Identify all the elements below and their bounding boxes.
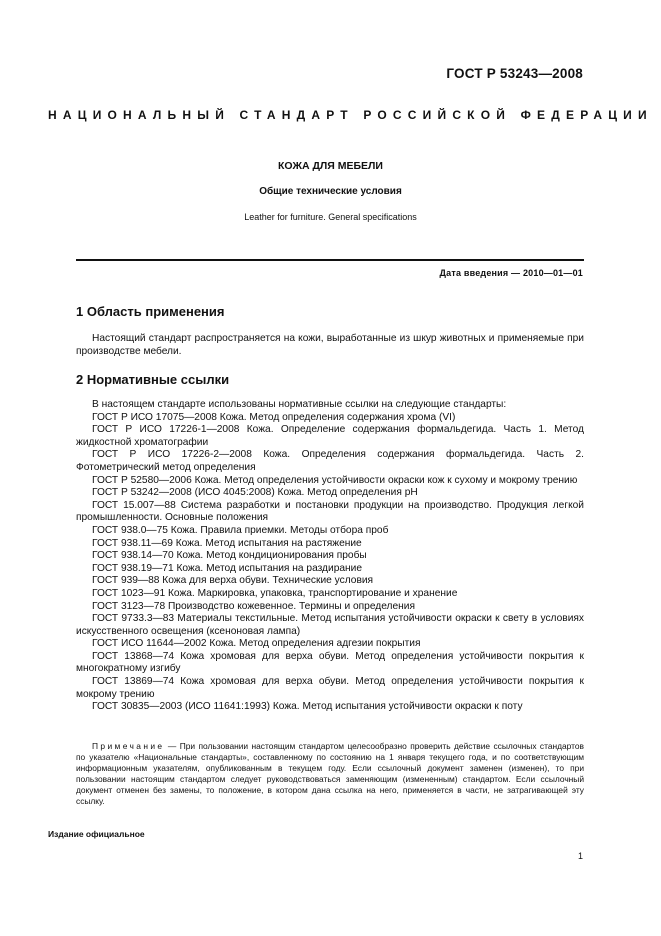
note-label: Примечание	[92, 741, 165, 751]
official-edition-label: Издание официальное	[48, 829, 145, 839]
reference-item: ГОСТ 938.11—69 Кожа. Метод испытания на растяжение	[92, 537, 362, 549]
reference-item: ГОСТ Р ИСО 17226-1—2008 Кожа. Определение содержания формальдегида. Часть 1. Метод жидкостной хроматографии	[76, 424, 584, 448]
reference-item: ГОСТ Р 53242—2008 (ИСО 4045:2008) Кожа. Метод определения pH	[92, 487, 418, 499]
reference-item: ГОСТ 30835—2003 (ИСО 11641:1993) Кожа. Метод испытания устойчивости окраски к поту	[92, 701, 523, 713]
reference-note	[76, 741, 584, 808]
reference-item: ГОСТ Р ИСО 17075—2008 Кожа. Метод определения содержания хрома (VI)	[92, 411, 456, 423]
reference-item: ГОСТ 1023—91 Кожа. Маркировка, упаковка, транспортирование и хранение	[92, 587, 458, 599]
reference-item: ГОСТ ИСО 11644—2002 Кожа. Метод определения адгезии покрытия	[92, 638, 421, 650]
national-standard-banner: НАЦИОНАЛЬНЫЙ СТАНДАРТ РОССИЙСКОЙ ФЕДЕРАЦИИ	[48, 108, 653, 122]
document-title: КОЖА ДЛЯ МЕБЕЛИ	[278, 160, 383, 172]
section-2-heading: 2 Нормативные ссылки	[76, 372, 230, 387]
reference-item: ГОСТ 9733.3—83 Материалы текстильные. Метод испытания устойчивости окраски к свету в условиях искусственного освещения (ксеноновая лампа)	[76, 613, 584, 637]
page-number: 1	[578, 851, 584, 861]
reference-item: ГОСТ 13868—74 Кожа хромовая для верха обуви. Метод определения устойчивости покрытия к многократному изгибу	[76, 650, 584, 675]
introduction-date: Дата введения — 2010—01—01	[439, 268, 583, 278]
section-1-heading: 1 Область применения	[76, 304, 225, 319]
reference-item: ГОСТ 939—88 Кожа для верха обуви. Технические условия	[92, 575, 374, 587]
section-1-text: Настоящий стандарт распространяется на кожи, выработанные из шкур животных и применяемые при производстве мебели.	[76, 333, 584, 357]
document-number: ГОСТ Р 53243—2008	[446, 66, 583, 81]
english-title: Leather for furniture. General specifications	[244, 212, 417, 222]
note-text: — При пользовании настоящим стандартом целесообразно проверить действие ссылочных стандартов по указателю «Национальные стандарты», составленному по состоянию на 1 января текущего года, и по соответствующим информационным указателям, опубликованным в текущем году. Если ссылочный документ заменен (изменен), то при пользовании настоящим стандартом следует руководствоваться заменяющим (измененным) стандартом. Если ссылочный документ отменен без замены, то положение, в котором дана ссылка на него, применяется в части, не затрагивающей эту ссылку.	[76, 741, 585, 807]
document-subtitle: Общие технические условия	[259, 186, 402, 197]
reference-item: ГОСТ Р 52580—2006 Кожа. Метод определения устойчивости окраски кож к сухому и мокрому трению	[92, 474, 578, 486]
reference-item: ГОСТ 15.007—88 Система разработки и постановки продукции на производство. Продукция легкой промышленности. Основные положения	[76, 499, 584, 524]
reference-item: ГОСТ 938.14—70 Кожа. Метод кондиционирования пробы	[92, 550, 367, 562]
references-intro: В настоящем стандарте использованы нормативные ссылки на следующие стандарты:	[92, 399, 507, 410]
reference-item: ГОСТ 13869—74 Кожа хромовая для верха обуви. Метод определения устойчивости покрытия к мокрому трению	[76, 676, 584, 700]
reference-item: ГОСТ 938.19—71 Кожа. Метод испытания на раздирание	[92, 562, 363, 574]
reference-item: ГОСТ Р ИСО 17226-2—2008 Кожа. Определения содержания формальдегида. Часть 2. Фотометрический метод определения	[76, 449, 584, 473]
reference-item: ГОСТ 3123—78 Производство кожевенное. Термины и определения	[92, 600, 415, 612]
reference-item: ГОСТ 938.0—75 Кожа. Правила приемки. Методы отбора проб	[92, 524, 389, 536]
header-divider	[76, 259, 584, 261]
references-list	[76, 399, 584, 714]
